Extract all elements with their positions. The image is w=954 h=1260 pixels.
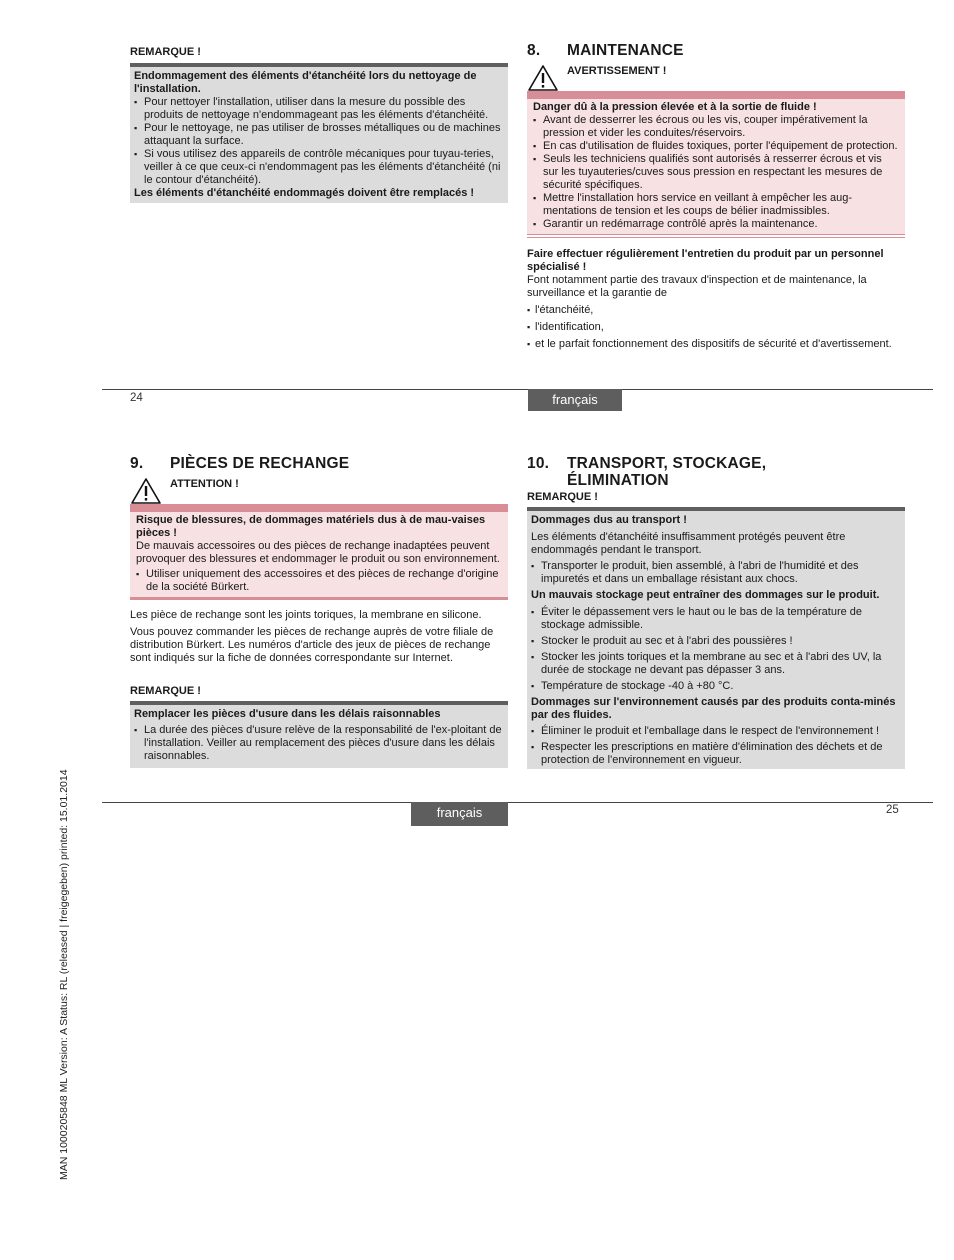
section-number: 8. — [527, 42, 541, 59]
list-item: ▪ Respecter les prescriptions en matière d'élimination des déchets et de protection de l'environnement en vigueur. — [531, 741, 901, 767]
warning-box — [527, 91, 905, 235]
section-heading — [527, 455, 905, 489]
maintenance-instruction: Faire effectuer régulièrement l'entretien du produit par un personnel spécialisé ! — [527, 248, 884, 273]
section-title: PIÈCES DE RECHANGE — [170, 455, 350, 472]
section-heading — [130, 455, 508, 472]
attention-title: Risque de blessures, de dommages matériels dus à de mau-vaises pièces ! — [136, 514, 486, 539]
list-item: ▪ Pour nettoyer l'installation, utiliser dans la mesure du possible des produits de nettoyage n'endommageant pas les éléments d'étanchéité. — [134, 96, 504, 122]
page-divider — [102, 389, 933, 390]
list-item: ▪ Avant de desserrer les écrous ou les vis, couper impérativement la pression et vider les conduites/réservoirs. — [533, 114, 899, 140]
section-title: MAINTENANCE — [567, 42, 684, 59]
page-number: 25 — [886, 804, 899, 816]
language-tab: français — [411, 802, 508, 826]
page-number: 24 — [130, 392, 143, 404]
document-status-side-text: MAN 1000205848 ML Version: A Status: RL (released | freigegeben) printed: 15.01.2014 — [58, 769, 70, 1180]
warning-header — [527, 65, 905, 91]
notice-label: REMARQUE ! — [527, 491, 598, 503]
list-item: ▪ Si vous utilisez des appareils de contrôle mécaniques pour tuyau-teries, veiller à ce que ceux-ci n'endommagent pas les éléments d'étanchéité (ni le contour d'étanchéité). — [134, 148, 504, 187]
notice-subtitle: Un mauvais stockage peut entraîner des dommages sur le produit. — [531, 589, 880, 601]
list-item: ▪ l'identification, — [527, 321, 905, 334]
list-item: ▪ Éliminer le produit et l'emballage dans le respect de l'environnement ! — [531, 725, 901, 738]
warning-list — [533, 114, 899, 231]
warning-triangle-icon — [130, 477, 162, 505]
list-item: ▪ l'étanchéité, — [527, 304, 905, 317]
notice-list — [531, 560, 901, 586]
notice-title: Remplacer les pièces d'usure dans les délais raisonnables — [134, 708, 441, 720]
warning-triangle-icon — [527, 64, 559, 92]
list-item: ▪ et le parfait fonctionnement des dispositifs de sécurité et d'avertissement. — [527, 338, 905, 351]
attention-header — [130, 478, 508, 504]
maintenance-list — [527, 304, 905, 351]
list-item: ▪ La durée des pièces d'usure relève de la responsabilité de l'ex-ploitant de l'installation. Veiller au remplacement des pièces d'usure dans les délais raisonnables. — [134, 724, 504, 763]
notice-list — [531, 606, 901, 693]
attention-box-bottom-rule — [130, 597, 508, 600]
list-item: ▪ Mettre l'installation hors service en veillant à empêcher les aug-mentations de tension et les coups de bélier inadmissibles. — [533, 192, 899, 218]
notice-box — [527, 507, 905, 769]
notice-list — [134, 96, 504, 187]
list-item: ▪ Stocker le produit au sec et à l'abri des poussières ! — [531, 635, 901, 648]
notice-title: Endommagement des éléments d'étanchéité lors du nettoyage de l'installation. — [134, 70, 477, 95]
list-item: ▪ Pour le nettoyage, ne pas utiliser de brosses métalliques ou de machines attaquant la surface. — [134, 122, 504, 148]
section-maintenance — [527, 42, 905, 355]
notice-label: REMARQUE ! — [130, 46, 201, 58]
list-item: ▪ Éviter le dépassement vers le haut ou le bas de la température de stockage admissible. — [531, 606, 901, 632]
page-divider — [102, 802, 933, 803]
notice-box — [130, 63, 508, 203]
language-tab: français — [528, 389, 622, 411]
section-number: 9. — [130, 455, 144, 472]
spare-parts-paragraph-2: Vous pouvez commander les pièces de rechange auprès de votre filiale de distribution Bürkert. Les numéros d'article des jeux de pièces de rechange sont indiqués sur la fiche de données correspondante sur Internet. — [130, 626, 494, 664]
notice-list — [531, 725, 901, 767]
notice-footer: Les éléments d'étanchéité endommagés doivent être remplacés ! — [134, 187, 475, 199]
spare-parts-paragraph-1: Les pièce de rechange sont les joints toriques, la membrane en silicone. — [130, 609, 482, 621]
notice-label: REMARQUE ! — [130, 685, 201, 697]
attention-box — [130, 504, 508, 597]
section-title: TRANSPORT, STOCKAGE, ÉLIMINATION — [567, 455, 767, 489]
attention-label: ATTENTION ! — [170, 478, 239, 490]
notice-subtitle: Dommages dus au transport ! — [531, 514, 687, 526]
warning-title: Danger dû à la pression élevée et à la sortie de fluide ! — [533, 101, 817, 113]
notice-text: Les éléments d'étanchéité insuffisamment protégés peuvent être endommagés pendant le transport. — [531, 531, 846, 556]
attention-text: De mauvais accessoires ou des pièces de rechange inadaptées peuvent provoquer des blessures et endommager le produit ou son environnement. — [136, 540, 500, 565]
list-item: ▪ Stocker les joints toriques et la membrane au sec et à l'abri des UV, la durée de stockage ne devant pas dépasser 3 ans. — [531, 651, 901, 677]
list-item: ▪ Température de stockage -40 à +80 °C. — [531, 680, 901, 693]
attention-list — [136, 568, 502, 594]
notice-list — [134, 724, 504, 763]
remarque-cleaning-notice — [130, 46, 508, 203]
warning-box-underline — [527, 235, 905, 238]
list-item: ▪ Transporter le produit, bien assemblé, à l'abri de l'humidité et des impuretés et dans un emballage résistant aux chocs. — [531, 560, 901, 586]
list-item: ▪ Garantir un redémarrage contrôlé après la maintenance. — [533, 218, 899, 231]
list-item: ▪ Seuls les techniciens qualifiés sont autorisés à resserrer écrous et vis sur les tuyauteries/cuves sous pression en respectant les mesures de sécurité spécifiques. — [533, 153, 899, 192]
maintenance-paragraph: Font notamment partie des travaux d'inspection et de maintenance, la surveillance et la garantie de — [527, 274, 867, 299]
section-heading — [527, 42, 905, 59]
section-transport-storage — [527, 455, 905, 769]
section-spare-parts — [130, 455, 508, 768]
notice-box — [130, 701, 508, 768]
notice-subtitle: Dommages sur l'environnement causés par des produits conta-minés par des fluides. — [531, 696, 896, 721]
list-item: ▪ En cas d'utilisation de fluides toxiques, porter l'équipement de protection. — [533, 140, 899, 153]
list-item: ▪ Utiliser uniquement des accessoires et des pièces de rechange d'origine de la société Bürkert. — [136, 568, 502, 594]
warning-label: AVERTISSEMENT ! — [567, 65, 667, 77]
section-number: 10. — [527, 455, 550, 472]
